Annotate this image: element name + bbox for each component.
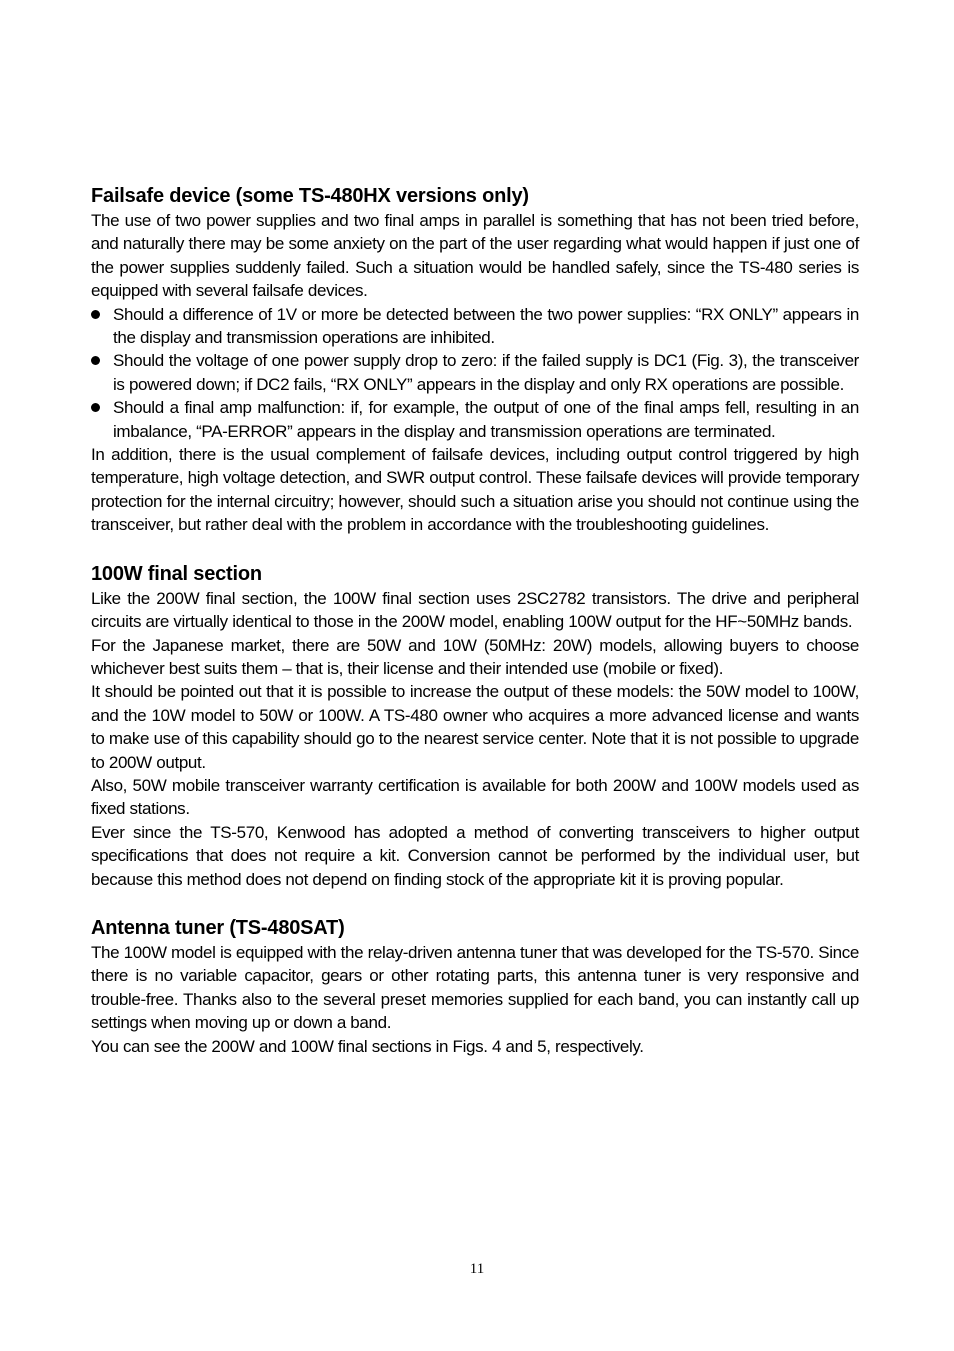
list-item-text: Should a difference of 1V or more be detected between the two power supplies: “RX ONLY” appears in the display and transmission operations are inhibited. bbox=[113, 304, 859, 348]
section-spacer bbox=[91, 537, 859, 561]
section-heading: Antenna tuner (TS-480SAT) bbox=[91, 916, 345, 939]
list-item-text: Should a final amp malfunction: if, for example, the output of one of the final amps fell, resulting in an imbalance, “PA-ERROR” appears in the display and transmission operations are terminated. bbox=[113, 398, 859, 441]
paragraph: The use of two power supplies and two final amps in parallel is something that has not been tried before, and naturally there may be some anxiety on the part of the user regarding what would happen if just one of the power supplies suddenly failed. Such a situation would be handled safely, since the TS-480 series is equipped with several failsafe devices. bbox=[91, 211, 859, 301]
page-content bbox=[91, 183, 859, 1058]
bullet-icon bbox=[91, 403, 100, 412]
list-item-text: Should the voltage of one power supply drop to zero: if the failed supply is DC1 (Fig. 3), the transceiver is powered down; if DC2 fails, “RX ONLY” appears in the display and only RX operations are possible. bbox=[113, 351, 859, 394]
bullet-list bbox=[91, 303, 859, 443]
paragraph: In addition, there is the usual complement of failsafe devices, including output control triggered by high temperature, high voltage detection, and SWR output control. These failsafe devices will provide temporary protection for the internal circuitry; however, should such a situation arise you should not continue using the transceiver, but rather deal with the problem in accordance with the troubleshooting guidelines. bbox=[91, 445, 859, 535]
paragraph: Like the 200W final section, the 100W final section uses 2SC2782 transistors. The drive and peripheral circuits are virtually identical to those in the 200W model, enabling 100W output for the HF~50MHz bands. bbox=[91, 588, 859, 632]
paragraph: You can see the 200W and 100W final sections in Figs. 4 and 5, respectively. bbox=[91, 1036, 644, 1056]
section-heading: 100W final section bbox=[91, 562, 262, 585]
paragraph: The 100W model is equipped with the relay-driven antenna tuner that was developed for the TS-570. Since there is no variable capacitor, gears or other rotating parts, this antenna tuner is very responsive and trouble-free. Thanks also to the several preset memories supplied for each band, you can instantly call up settings when moving up or down a band. bbox=[91, 942, 859, 1033]
bullet-icon bbox=[91, 356, 100, 365]
list-item bbox=[91, 303, 859, 350]
paragraph: Ever since the TS-570, Kenwood has adopted a method of converting transceivers to higher output specifications that does not require a kit. Conversion cannot be performed by the individual user, but because this method does not depend on finding stock of the appropriate kit it is proving popular. bbox=[91, 822, 859, 889]
list-item bbox=[91, 349, 859, 396]
paragraph: It should be pointed out that it is possible to increase the output of these models: the 50W model to 100W, and the 10W model to 50W or 100W. A TS-480 owner who acquires a more advanced license and wants to make use of this capability should go to the nearest service center. Note that it is not possible to upgrade to 200W output. bbox=[91, 682, 859, 772]
paragraph: Also, 50W mobile transceiver warranty certification is available for both 200W and 100W models used as fixed stations. bbox=[91, 775, 859, 819]
paragraph: For the Japanese market, there are 50W and 10W (50MHz: 20W) models, allowing buyers to choose whichever best suits them – that is, their license and their intended use (mobile or fixed). bbox=[91, 635, 859, 678]
section-heading: Failsafe device (some TS-480HX versions only) bbox=[91, 185, 529, 207]
page-number: 11 bbox=[469, 1261, 485, 1277]
list-item bbox=[91, 396, 859, 443]
section-antenna-tuner bbox=[91, 915, 859, 1058]
section-100w-final bbox=[91, 561, 859, 891]
bullet-icon bbox=[91, 310, 100, 319]
section-spacer bbox=[91, 891, 859, 915]
section-failsafe-device bbox=[91, 183, 859, 537]
